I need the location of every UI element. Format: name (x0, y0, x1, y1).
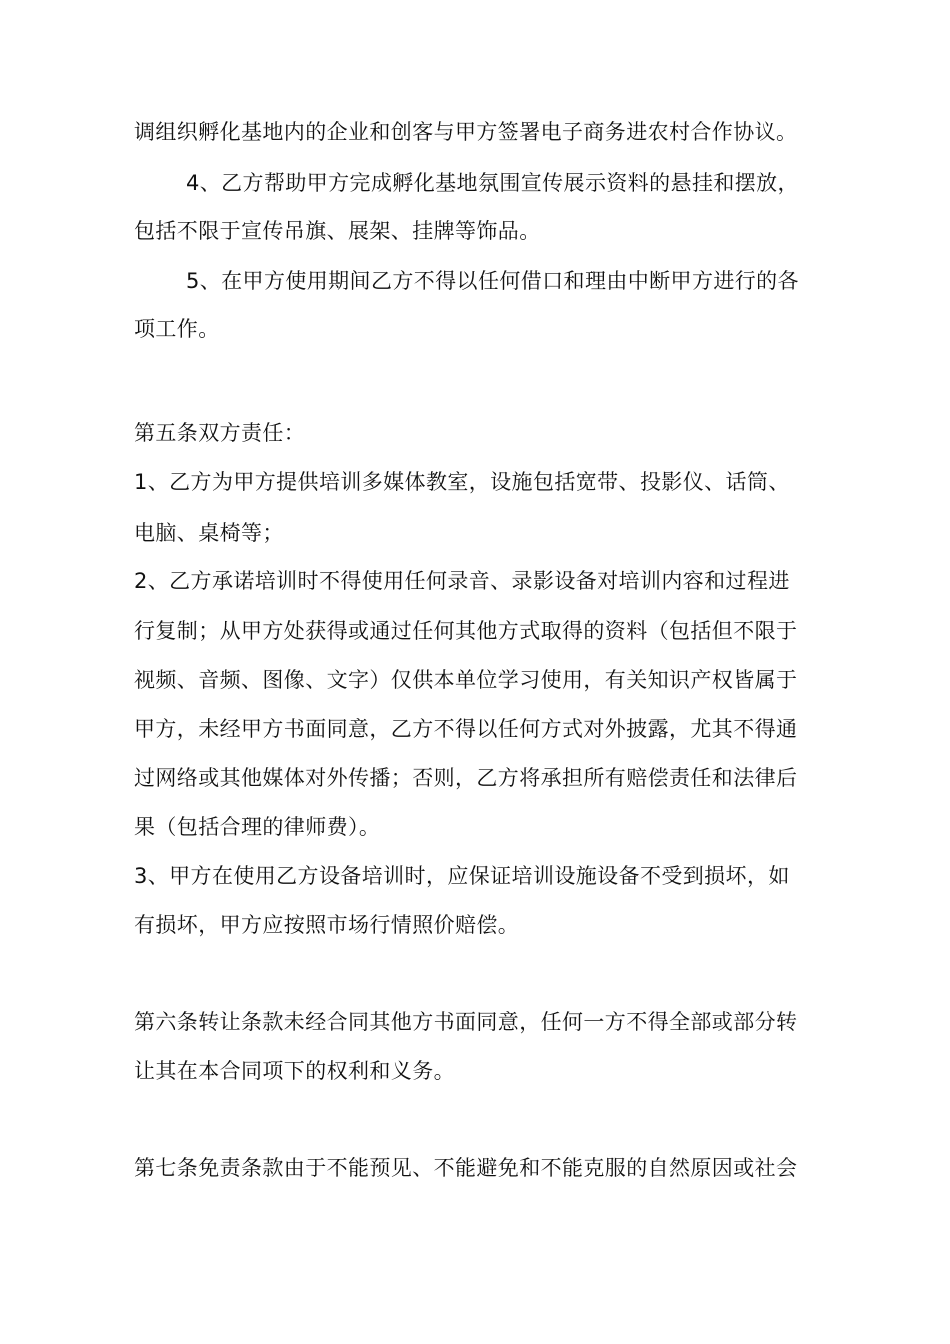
text-line-15: 3、甲方在使用乙方设备培训时，应保证培训设施设备不受到损坏，如 (134, 864, 790, 888)
text-line-16: 有损坏，甲方应按照市场行情照价赔偿。 (134, 913, 520, 937)
text-line-11: 视频、音频、图像、文字）仅供本单位学习使用，有关知识产权皆属于 (134, 668, 798, 692)
text-line-2: 4、乙方帮助甲方完成孵化基地氛围宣传展示资料的悬挂和摆放， (186, 171, 799, 195)
section-heading-article-6: 第六条转让条款未经合同其他方书面同意，任何一方不得全部或部分转 (134, 1010, 798, 1034)
text-line-7: 1、乙方为甲方提供培训多媒体教室，设施包括宽带、投影仪、话筒、 (134, 470, 790, 494)
text-line-13: 过网络或其他媒体对外传播；否则，乙方将承担所有赔偿责任和法律后 (134, 766, 798, 790)
text-line-4: 5、在甲方使用期间乙方不得以任何借口和理由中断甲方进行的各 (186, 269, 799, 293)
text-line-1: 调组织孵化基地内的企业和创客与甲方签署电子商务进农村合作协议。 (134, 120, 798, 144)
text-line-12: 甲方，未经甲方书面同意，乙方不得以任何方式对外披露，尤其不得通 (134, 717, 798, 741)
text-line-10: 行复制；从甲方处获得或通过任何其他方式取得的资料（包括但不限于 (134, 619, 798, 643)
text-line-9: 2、乙方承诺培训时不得使用任何录音、录影设备对培训内容和过程进 (134, 569, 790, 593)
section-heading-article-5: 第五条双方责任： (134, 421, 306, 445)
text-line-3: 包括不限于宣传吊旗、展架、挂牌等饰品。 (134, 219, 541, 243)
section-heading-article-7: 第七条免责条款由于不能预见、不能避免和不能克服的自然原因或社会 (134, 1156, 798, 1180)
text-line-5: 项工作。 (134, 317, 220, 341)
text-line-18: 让其在本合同项下的权利和义务。 (134, 1059, 455, 1083)
text-line-14: 果（包括合理的律师费）。 (134, 815, 381, 839)
text-line-8: 电脑、桌椅等； (134, 521, 284, 545)
